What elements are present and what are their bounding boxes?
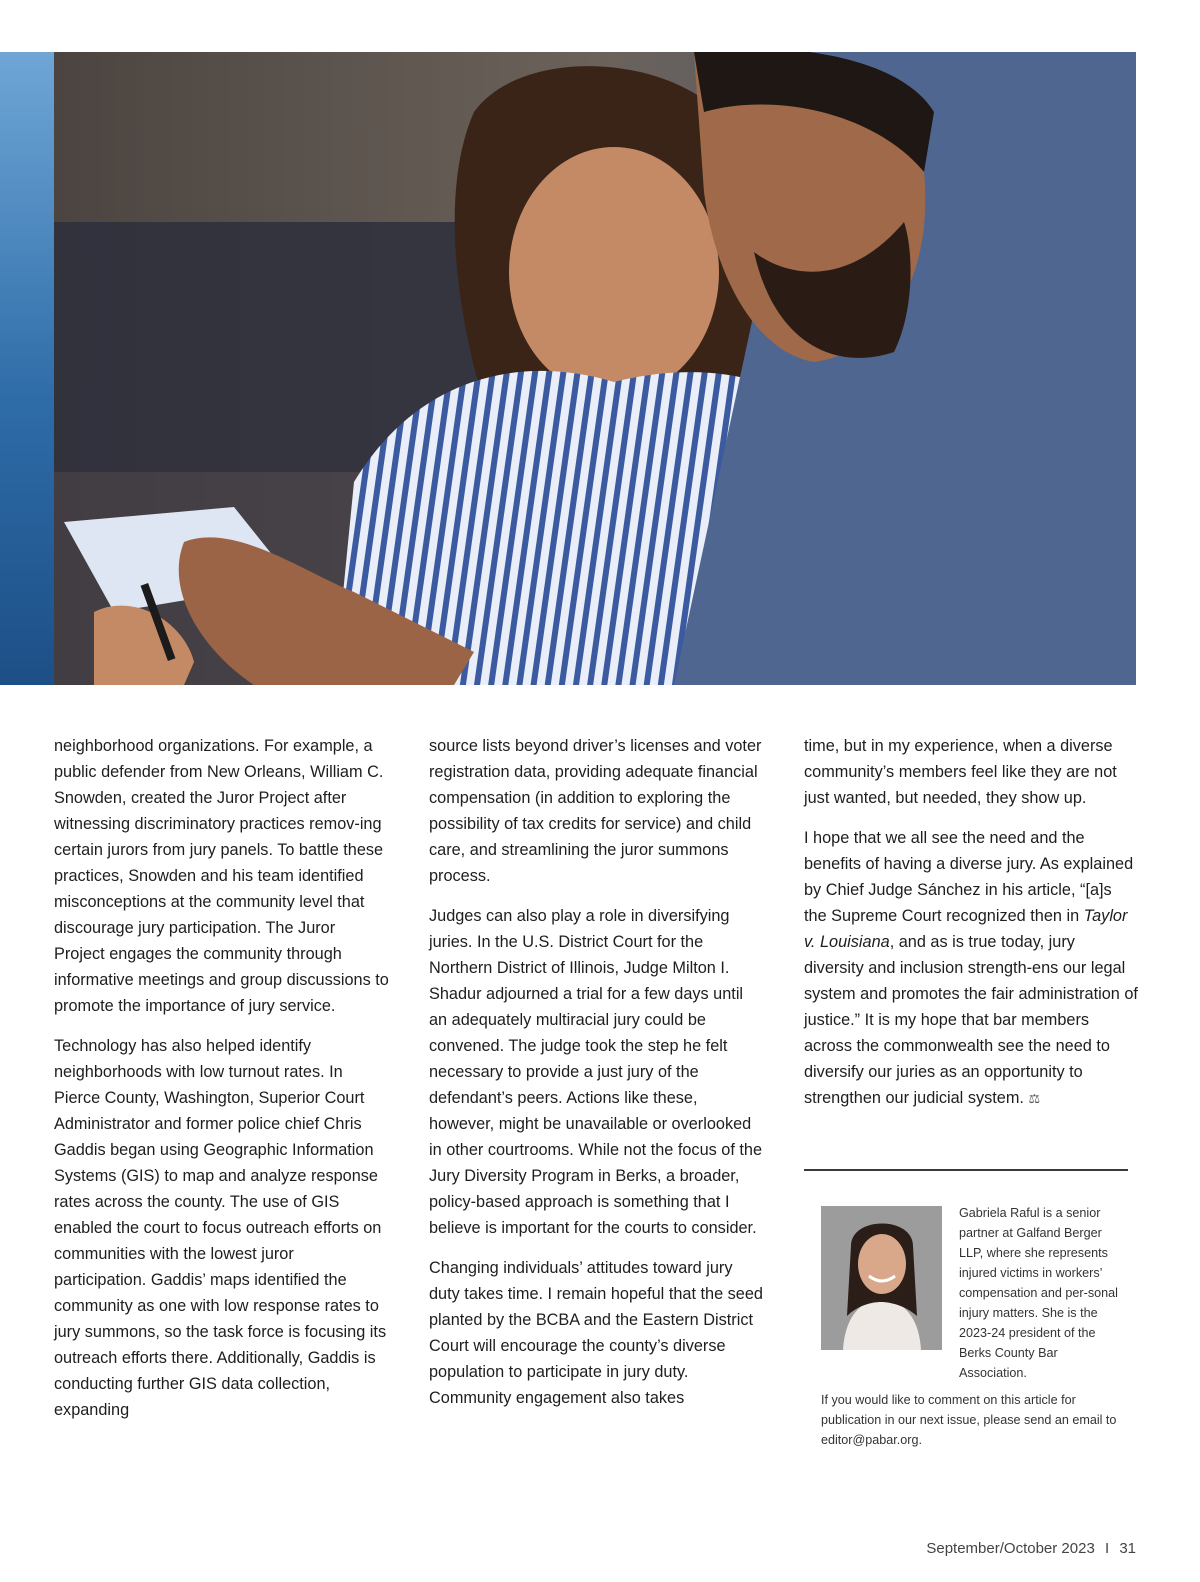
article-column-2 bbox=[429, 733, 765, 1425]
author-bio: Gabriela Raful is a senior partner at Galfand Berger LLP, where she represents injured victims in workers’ compensation and per-sonal injury matters. She is the 2023-24 president of the Berks County Bar Association. bbox=[959, 1206, 1118, 1380]
blue-accent-bar bbox=[0, 52, 54, 685]
end-mark-icon: ⚖ bbox=[1028, 1091, 1041, 1106]
body-paragraph: neighborhood organizations. For example, a public defender from New Orleans, William C. Snowden, created the Juror Project after witnessing discriminatory practices remov-ing certain jurors from jury panels. To battle these practices, Snowden and his team identified misconceptions at the community level that discourage jury participation. The Juror Project engages the community through informative meetings and group discussions to promote the importance of jury service. bbox=[54, 737, 389, 1015]
bio-divider bbox=[804, 1169, 1128, 1171]
author-headshot bbox=[821, 1206, 942, 1350]
case-name: Taylor v. Louisiana bbox=[804, 907, 1128, 951]
article-column-1 bbox=[54, 733, 390, 1437]
body-text: , and as is true today, jury diversity and inclusion strength-ens our legal system and promotes the fair administration of justice.” It is my hope that bar members across the commonwealth see the need to diversify our juries as an opportunity to strengthen our judicial system. bbox=[804, 933, 1138, 1107]
article-column-3 bbox=[804, 733, 1138, 1126]
body-paragraph: Changing individuals’ attitudes toward jury duty takes time. I remain hopeful that the seed planted by the BCBA and the Eastern District Court will encourage the county’s diverse population to participate in jury duty. Community engagement also takes bbox=[429, 1259, 763, 1407]
footer-separator: I bbox=[1104, 1540, 1110, 1557]
body-text: I hope that we all see the need and the benefits of having a diverse jury. As explained by Chief Judge Sánchez in his article, “[a]s the Supreme Court recognized then in bbox=[804, 829, 1134, 925]
comment-note: If you would like to comment on this article for publication in our next issue, please send an email to editor@pabar.org. bbox=[821, 1393, 1117, 1447]
body-paragraph: source lists beyond driver’s licenses and voter registration data, providing adequate financial compensation (in addition to exploring the possibility of tax credits for service) and child care, and streamlining the juror summons process. bbox=[429, 737, 762, 885]
body-paragraph: Technology has also helped identify neighborhoods with low turnout rates. In Pierce County, Washington, Superior Court Administrator and former police chief Chris Gaddis began using Geographic Information Systems (GIS) to map and analyze response rates across the county. The use of GIS enabled the court to focus outreach efforts on communities with the lowest juror participation. Gaddis’ maps identified the community as one with low response rates to jury summons, so the task force is focusing its outreach efforts there. Additionally, Gaddis is conducting further GIS data collection, expanding bbox=[54, 1037, 387, 1419]
body-paragraph: Judges can also play a role in diversifying juries. In the U.S. District Court for the Northern District of Illinois, Judge Milton I. Shadur adjourned a trial for a few days until an adequately multiracial jury could be convened. The judge took the step he felt necessary to provide a just jury of the defendant’s peers. Actions like these, however, might be unavailable or overlooked in other courtrooms. While not the focus of the Jury Diversity Program in Berks, a broader, policy-based approach is something that I believe is important for the courts to consider. bbox=[429, 907, 763, 1237]
hero-photo bbox=[0, 52, 1136, 685]
page-footer bbox=[926, 1540, 1136, 1557]
body-paragraph bbox=[804, 825, 1138, 1112]
photo-two-people-reviewing-document bbox=[54, 52, 1136, 685]
body-paragraph: time, but in my experience, when a diverse community’s members feel like they are not just wanted, but needed, they show up. bbox=[804, 737, 1117, 807]
page-number: 31 bbox=[1119, 1540, 1136, 1557]
issue-date: September/October 2023 bbox=[926, 1540, 1095, 1557]
